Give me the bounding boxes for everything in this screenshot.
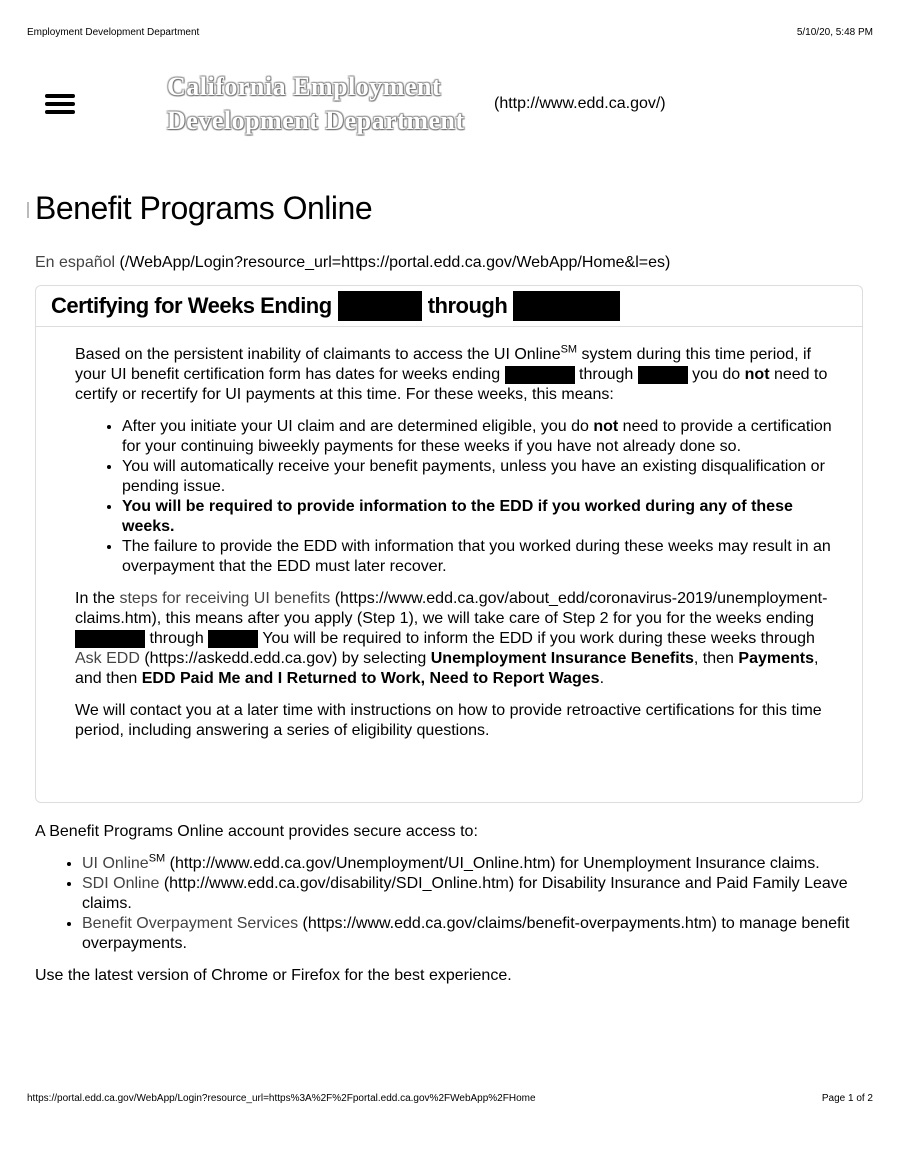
browser-note: Use the latest version of Chrome or Firefox for the best experience. [35, 967, 512, 984]
list-item: • SDI Online (http://www.edd.ca.gov/disability/SDI_Online.htm) for Disability Insurance and Paid Family Leave claims. [82, 874, 865, 914]
page-title: Benefit Programs Online [35, 190, 373, 226]
meaning-list [75, 417, 832, 577]
list-item: • You will automatically receive your benefit payments, unless you have an existing disqualification or pending issue. [122, 457, 832, 497]
redacted-date [505, 366, 575, 384]
list-item: • The failure to provide the EDD with information that you worked during these weeks may result in an overpayment that the EDD must later recover. [122, 537, 832, 577]
panel-body [36, 327, 862, 741]
account-section [35, 822, 865, 998]
logo-line-2: Development Department [167, 106, 465, 135]
account-intro: A Benefit Programs Online account provides secure access to: [35, 823, 478, 840]
list-item: • Benefit Overpayment Services (https://www.edd.ca.gov/claims/benefit-overpayments.htm) to manage benefit overpayments. [82, 914, 865, 954]
site-header [45, 70, 865, 140]
paragraph-retroactive: We will contact you at a later time with instructions on how to provide retroactive certifications for this time period, including answering a series of eligibility questions. [75, 702, 822, 739]
redacted-date [208, 630, 258, 648]
sdi-online-link[interactable]: SDI Online [82, 875, 160, 892]
list-item: • After you initiate your UI claim and are determined eligible, you do not need to provide a certification for your continuing biweekly payments for these weeks if you have not already done so. [122, 417, 832, 457]
list-item: • You will be required to provide information to the EDD if you worked during any of these weeks. [122, 497, 832, 537]
print-footer [27, 1093, 873, 1104]
language-line [35, 254, 670, 272]
redacted-date [638, 366, 688, 384]
redacted-date [338, 291, 422, 321]
benefit-overpayment-link[interactable]: Benefit Overpayment Services [82, 915, 299, 932]
panel-heading [36, 286, 862, 327]
heading-text-b: through [427, 293, 508, 318]
account-services-list [35, 854, 865, 954]
edd-logo[interactable] [167, 70, 465, 138]
spanish-link-url: (/WebApp/Login?resource_url=https://portal.edd.ca.gov/WebApp/Home&l=es) [115, 254, 671, 271]
steps-ui-benefits-link[interactable]: steps for receiving UI benefits [119, 590, 331, 607]
ask-edd-link[interactable]: Ask EDD [75, 650, 140, 667]
certification-notice-panel [35, 285, 863, 803]
spanish-link[interactable]: En español [35, 254, 116, 271]
heading-text-a: Certifying for Weeks Ending [51, 293, 332, 318]
redacted-date [513, 291, 620, 321]
print-header [27, 27, 873, 38]
ui-online-link[interactable]: UI Online [82, 855, 149, 872]
print-header-site: Employment Development Department [27, 27, 200, 38]
print-footer-page: Page 1 of 2 [821, 1093, 873, 1104]
title-edge-mark [27, 202, 29, 218]
logo-url: (http://www.edd.ca.gov/) [494, 95, 666, 112]
logo-line-1: California Employment [167, 72, 442, 101]
paragraph-intro: Based on the persistent inability of claimants to access the UI Online℠ system during this time period, if your UI benefit certification form has dates for weeks ending through you do not need to certify or recertify for UI payments at this time. For these weeks, this means: [75, 343, 828, 403]
menu-icon[interactable] [45, 94, 75, 116]
list-item: • UI Online℠ (http://www.edd.ca.gov/Unemployment/UI_Online.htm) for Unemployment Insurance claims. [82, 854, 865, 874]
print-footer-url: https://portal.edd.ca.gov/WebApp/Login?resource_url=https%3A%2F%2Fportal.edd.ca.gov%2FWebApp%2FHome [27, 1093, 536, 1104]
print-header-datetime: 5/10/20, 5:48 PM [796, 27, 873, 38]
paragraph-steps: In the steps for receiving UI benefits (https://www.edd.ca.gov/about_edd/coronavirus-2019/unemployment-claims.htm), this means after you apply (Step 1), we will take care of Step 2 for you for the weeks ending through You will be required to inform the EDD if you work during these weeks through Ask EDD (https://askedd.edd.ca.gov) by selecting Unemployment Insurance Benefits, then Payments, and then EDD Paid Me and I Returned to Work, Need to Report Wages. [75, 590, 828, 687]
redacted-date [75, 630, 145, 648]
